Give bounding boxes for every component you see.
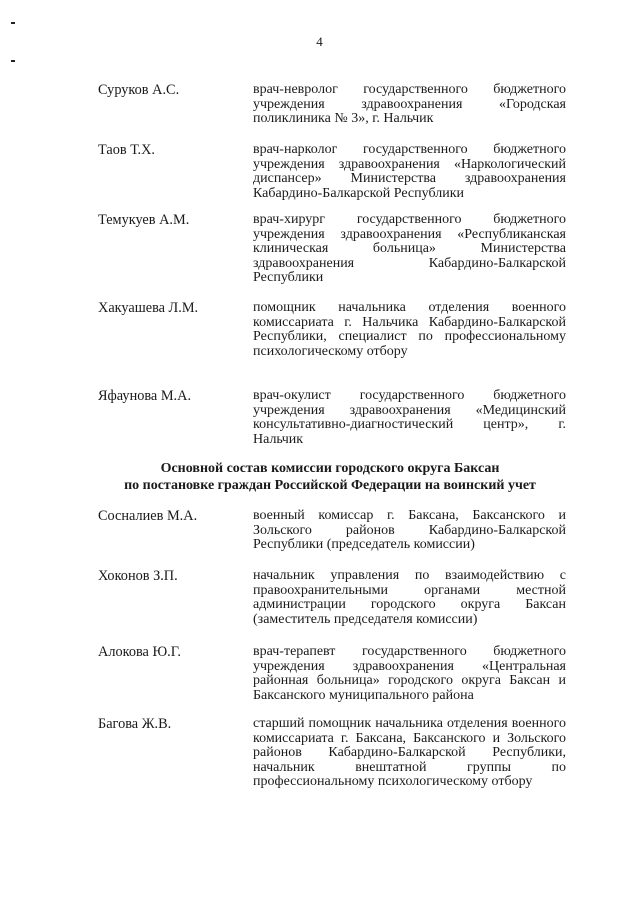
member-position: военный комиссар г. Баксана, Баксанского и Зольского районов Кабардино-Балкарской Республики (председатель комиссии) — [253, 508, 566, 553]
margin-mark — [11, 22, 15, 24]
member-name: Сосналиев М.А. — [98, 508, 198, 524]
member-position: врач-невролог государственного бюджетного учреждения здравоохранения «Городская поликлиника № 3», г. Нальчик — [253, 82, 566, 127]
margin-mark — [11, 60, 15, 62]
member-name: Алокова Ю.Г. — [98, 644, 181, 660]
section-heading — [60, 461, 600, 494]
member-name: Таов Т.Х. — [98, 142, 155, 158]
member-name: Суруков А.С. — [98, 82, 180, 98]
section-heading-line: по постановке граждан Российской Федерации на воинский учет — [124, 477, 536, 493]
member-position: врач-окулист государственного бюджетного учреждения здравоохранения «Медицинский консультативно-диагностический центр», г. Нальчик — [253, 388, 566, 447]
member-position: врач-нарколог государственного бюджетного учреждения здравоохранения «Наркологический диспансер» Министерства здравоохранения Кабардино-Балкарской Республики — [253, 142, 566, 201]
member-position: врач-терапевт государственного бюджетного учреждения здравоохранения «Центральная районная больница» городского округа Баксан и Баксанского муниципального района — [253, 644, 566, 703]
member-name: Хакуашева Л.М. — [98, 300, 199, 316]
member-position: врач-хирург государственного бюджетного учреждения здравоохранения «Республиканская клиническая больница» Министерства здравоохранения Кабардино-Балкарской Республики — [253, 212, 566, 286]
member-position: помощник начальника отделения военного комиссариата г. Нальчика Кабардино-Балкарской Республики, специалист по профессиональному психологическому отбору — [253, 300, 566, 359]
member-name: Темукуев А.М. — [98, 212, 190, 228]
member-position: начальник управления по взаимодействию с правоохранительными органами местной администрации городского округа Баксан (заместитель председателя комиссии) — [253, 568, 566, 627]
member-name: Багова Ж.В. — [98, 716, 172, 732]
member-name: Хоконов З.П. — [98, 568, 178, 584]
page-number: 4 — [316, 34, 323, 49]
section-heading-line: Основной состав комиссии городского округа Баксан — [160, 461, 500, 476]
member-name: Яфаунова М.А. — [98, 388, 192, 404]
member-position: старший помощник начальника отделения военного комиссариата г. Баксана, Баксанского и Зольского районов Кабардино-Балкарской Республики, начальник внештатной группы по профессиональному психологическому отбору — [253, 716, 566, 790]
